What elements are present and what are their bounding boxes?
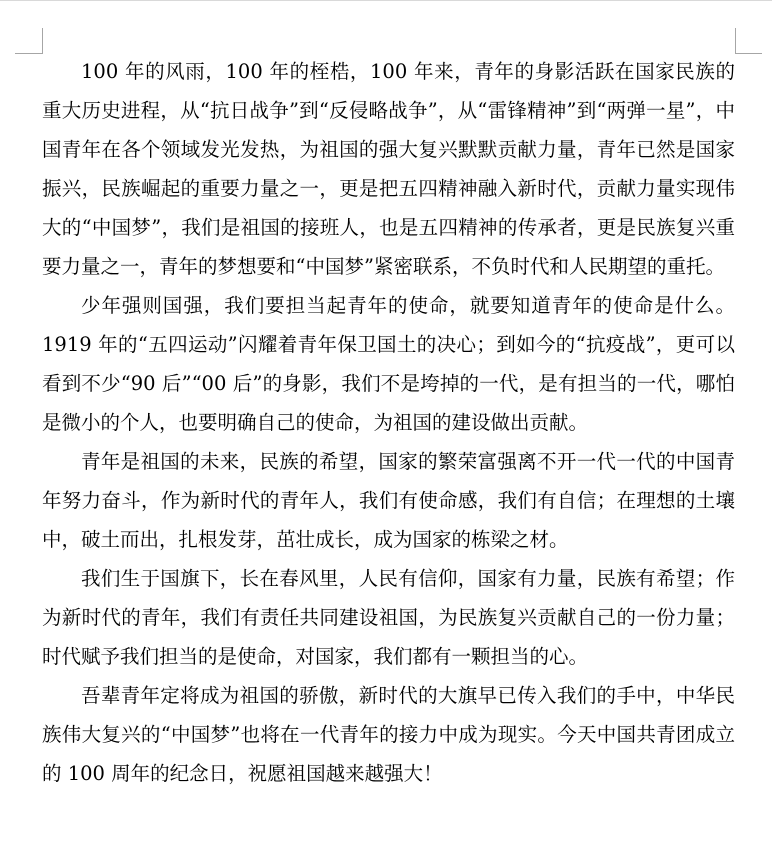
margin-corner-mark-left xyxy=(15,53,42,54)
paragraph-1[interactable]: 100 年的风雨，100 年的桎梏，100 年来，青年的身影活跃在国家民族的重大历史进程，从“抗日战争”到“反侵略战争”，从“雷锋精神”到“两弹一星”，中国青年在各个领域发光发热，为祖国的强大复兴默默贡献力量，青年已然是国家振兴，民族崛起的重要力量之一，更是把五四精神融入新时代，贡献力量实现伟大的“中国梦”，我们是祖国的接班人，也是五四精神的传承者，更是民族复兴重要力量之一，青年的梦想要和“中国梦”紧密联系，不负时代和人民期望的重托。 xyxy=(42,60,735,278)
page-top-border xyxy=(0,0,772,1)
document-body[interactable] xyxy=(42,52,735,793)
margin-corner-mark-left-vertical xyxy=(42,28,43,54)
margin-corner-mark-right-vertical xyxy=(735,28,736,54)
margin-corner-mark-right xyxy=(735,53,762,54)
paragraph-3[interactable]: 青年是祖国的未来，民族的希望，国家的繁荣富强离不开一代一代的中国青年努力奋斗，作为新时代的青年人，我们有使命感，我们有自信；在理想的土壤中，破土而出，扎根发芽，茁壮成长，成为国家的栋梁之材。 xyxy=(42,450,735,551)
paragraph-2[interactable]: 少年强则国强，我们要担当起青年的使命，就要知道青年的使命是什么。1919 年的“五四运动”闪耀着青年保卫国土的决心；到如今的“抗疫战”，更可以看到不少“90 后”“00 后”的身影，我们不是垮掉的一代，是有担当的一代，哪怕是微小的个人，也要明确自己的使命，为祖国的建设做出贡献。 xyxy=(42,294,735,434)
paragraph-5[interactable]: 吾辈青年定将成为祖国的骄傲，新时代的大旗早已传入我们的手中，中华民族伟大复兴的“中国梦”也将在一代青年的接力中成为现实。今天中国共青团成立的 100 周年的纪念日，祝愿祖国越来越强大！ xyxy=(42,684,735,785)
paragraph-4[interactable]: 我们生于国旗下，长在春风里，人民有信仰，国家有力量，民族有希望；作为新时代的青年，我们有责任共同建设祖国，为民族复兴贡献自己的一份力量；时代赋予我们担当的是使命，对国家，我们都有一颗担当的心。 xyxy=(42,567,735,668)
